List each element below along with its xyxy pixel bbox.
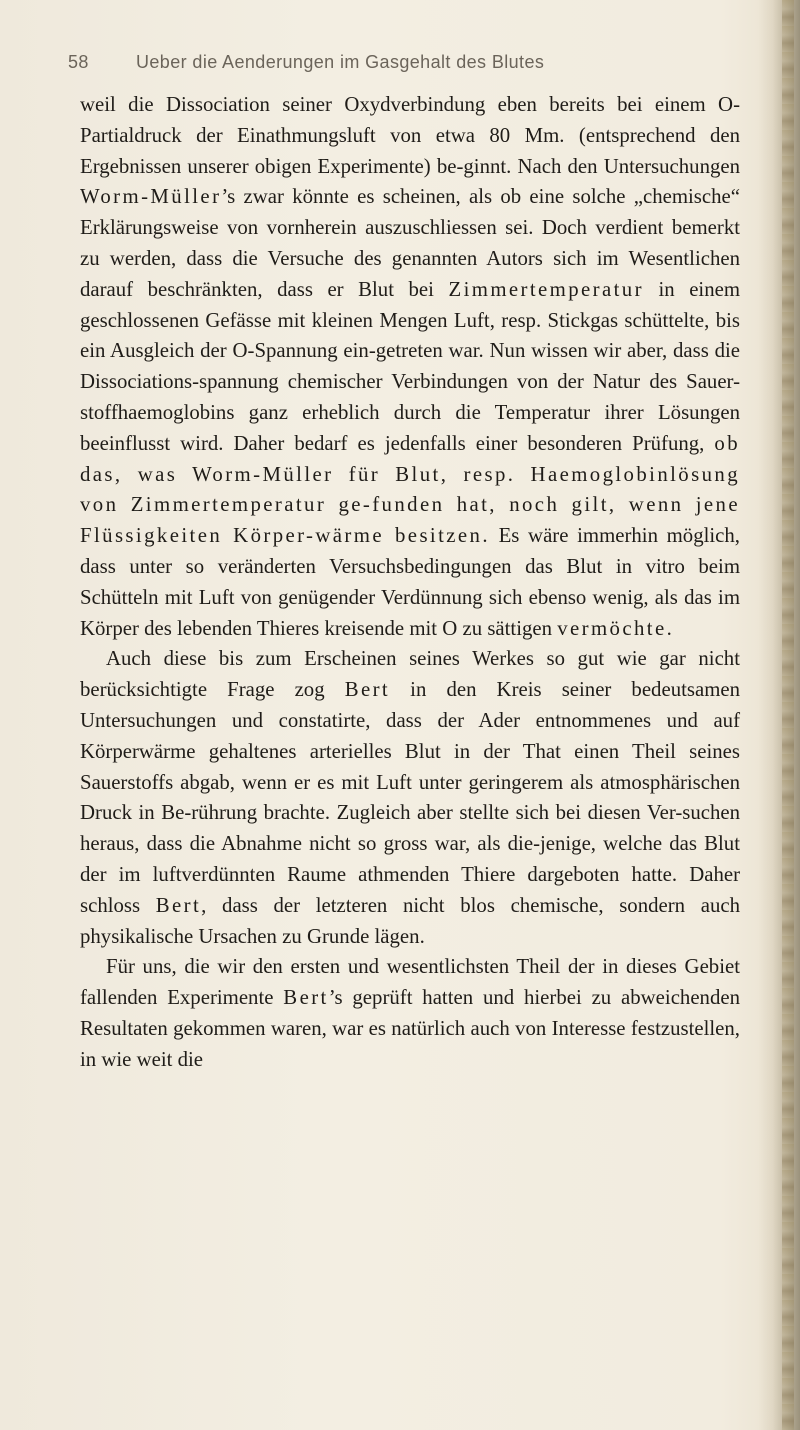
emphasis-spaced: Zimmertemperatur [448,277,644,301]
text-segment: in einem geschlossenen Gefässe mit kleinen Mengen Luft, resp. Stickgas schüttelte, bis ein Ausgleich der O-Spannung ein-getreten war. Nun wissen wir aber, dass die Dissociations-spannung chemischer Verbindungen von der Natur des Sauer-stoffhaemoglobins ganz erheblich durch die Temperatur ihrer Lösungen beeinflusst wird. Daher bedarf es jedenfalls einer besonderen Prüfung, [80,277,741,455]
page-edge-band [782,0,794,1430]
paragraph-1 [80,90,740,644]
paragraph-3 [80,952,740,1075]
author-name-spaced: Bert [283,986,329,1010]
text-segment: weil die Dissociation seiner Oxydverbindung eben bereits bei einem O-Partialdruck der Einathmungsluft von etwa 80 Mm. (entsprechend den Ergebnissen unserer obigen Experimente) be-ginnt. Nach den Untersuchungen [80,93,740,178]
emphasis-spaced: ob das, was Worm-Müller für Blut, resp. Haemoglobinlösung von Zimmertemperatur ge-funden hat, noch gilt, wenn jene Flüssigkeiten Körper-wärme besitzen. [80,431,740,548]
text-segment: in den Kreis seiner bedeutsamen Untersuchungen und constatirte, dass der Ader entnommenes und auf Körperwärme gehaltenes arterielles Blut in der That einen Theil seines Sauerstoffs abgab, wenn er es mit Luft unter geringerem als atmosphärischen Druck in Be-rührung brachte. Zugleich aber stellte sich bei diesen Ver-suchen heraus, dass die Abnahme nicht so gross war, als die-jenige, welche das Blut der im luftverdünnten Raume athmenden Thiere dargeboten hatte. Daher schloss [80,678,740,917]
author-name-spaced: Bert [344,678,391,702]
paragraph-2 [80,644,740,952]
body-text [80,90,740,1076]
running-head: Ueber die Aenderungen im Gasgehalt des Blutes [136,52,545,72]
author-name-spaced: Bert [155,893,202,917]
page-header [68,52,758,76]
page-number: 58 [68,52,89,72]
text-segment: , dass der letzteren nicht blos chemische, sondern auch physikalische Ursachen zu Grunde lägen. [80,893,740,948]
text-segment: Es wäre immerhin möglich, dass unter so veränderten Versuchsbedingungen das Blut in vitro beim Schütteln mit Luft von genügender Verdünnung sich ebenso wenig, als das im Körper des lebenden Thieres kreisende mit O zu sättigen [80,524,740,640]
text-segment: ’s geprüft hatten und hierbei zu abweichenden Resultaten gekommen waren, war es natürlich auch von Interesse festzustellen, in wie weit die [80,986,740,1071]
text-segment: ’s zwar könnte es scheinen, als ob eine solche „chemische“ Erklärungsweise von vornherein auszuschliessen sei. Doch verdient bemerkt zu werden, dass die Versuche des genannten Autors sich im Wesentlichen darauf beschränkten, dass er Blut bei [80,185,740,301]
text-segment: . [666,616,672,640]
author-name-spaced: Worm-Müller [80,185,222,209]
text-segment: Für uns, die wir den ersten und wesentlichsten Theil der in dieses Gebiet fallenden Experimente [80,955,740,1010]
text-segment: Auch diese bis zum Erscheinen seines Werkes so gut wie gar nicht berücksichtigte Frage zog [80,647,740,702]
emphasis-spaced: vermöchte [557,616,667,640]
